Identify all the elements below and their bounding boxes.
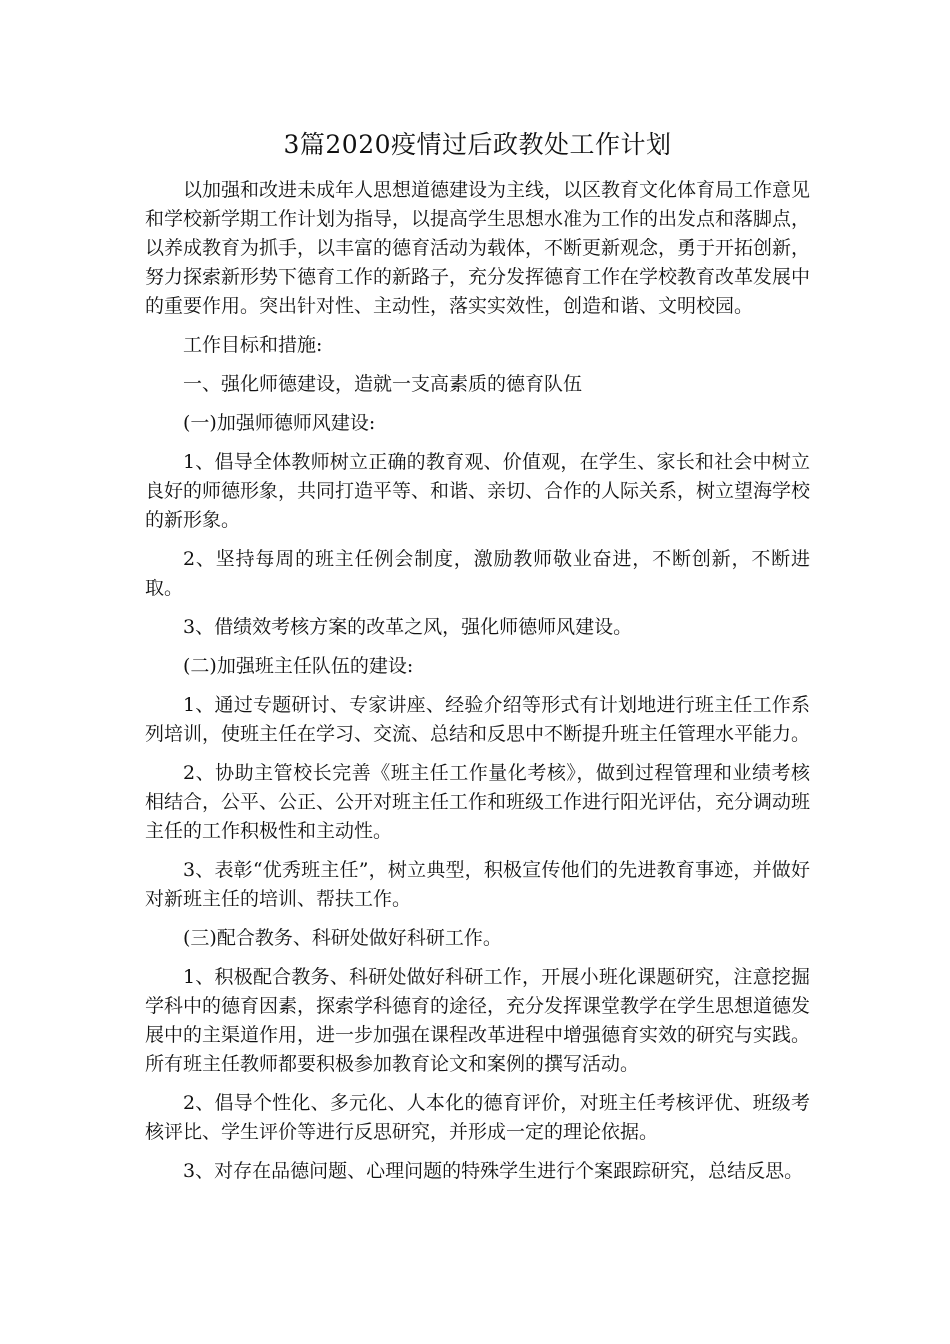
list-item: 2、倡导个性化、多元化、人本化的德育评价，对班主任考核评优、班级考核评比、学生评价等进行反思研究，并形成一定的理论依据。 <box>145 1092 810 1143</box>
document-title: 3篇2020疫情过后政教处工作计划 <box>283 130 672 159</box>
subsection-heading-2: (二)加强班主任队伍的建设: <box>183 655 414 677</box>
list-item: 2、协助主管校长完善《班主任工作量化考核》，做到过程管理和业绩考核相结合，公平、公正、公开对班主任工作和班级工作进行阳光评估，充分调动班主任的工作积极性和主动性。 <box>145 762 811 842</box>
subsection-heading-1: (一)加强师德师风建设: <box>183 412 376 434</box>
list-item: 3、表彰“优秀班主任”，树立典型，积极宣传他们的先进教育事迹，并做好对新班主任的培训、帮扶工作。 <box>145 859 810 910</box>
list-item: 2、坚持每周的班主任例会制度，激励教师敬业奋进，不断创新，不断进取。 <box>145 548 810 599</box>
subsection-heading-3: (三)配合教务、科研处做好科研工作。 <box>183 927 502 949</box>
list-item: 1、通过专题研讨、专家讲座、经验介绍等形式有计划地进行班主任工作系列培训，使班主任在学习、交流、总结和反思中不断提升班主任管理水平能力。 <box>145 694 811 745</box>
list-item: 3、借绩效考核方案的改革之风，强化师德师风建设。 <box>183 616 633 638</box>
list-item: 3、对存在品德问题、心理问题的特殊学生进行个案跟踪研究，总结反思。 <box>183 1160 804 1182</box>
section-heading-1: 一、强化师德建设，造就一支高素质的德育队伍 <box>183 373 583 395</box>
paragraph-goals-heading: 工作目标和措施: <box>183 334 323 356</box>
document-page <box>145 128 810 1196</box>
list-item: 1、积极配合教务、科研处做好科研工作，开展小班化课题研究，注意挖掘学科中的德育因素，探索学科德育的途径，充分发挥课堂教学在学生思想道德发展中的主渠道作用，进一步加强在课程改革进程中增强德育实效的研究与实践。所有班主任教师都要积极参加教育论文和案例的撰写活动。 <box>145 966 811 1075</box>
list-item: 1、倡导全体教师树立正确的教育观、价值观，在学生、家长和社会中树立良好的师德形象，共同打造平等、和谐、亲切、合作的人际关系，树立望海学校的新形象。 <box>145 451 811 531</box>
paragraph-intro: 以加强和改进未成年人思想道德建设为主线，以区教育文化体育局工作意见和学校新学期工作计划为指导，以提高学生思想水准为工作的出发点和落脚点，以养成教育为抓手，以丰富的德育活动为载体，不断更新观念，勇于开拓创新，努力探索新形势下德育工作的新路子，充分发挥德育工作在学校教育改革发展中的重要作用。突出针对性、主动性，落实实效性，创造和谐、文明校园。 <box>145 179 811 317</box>
